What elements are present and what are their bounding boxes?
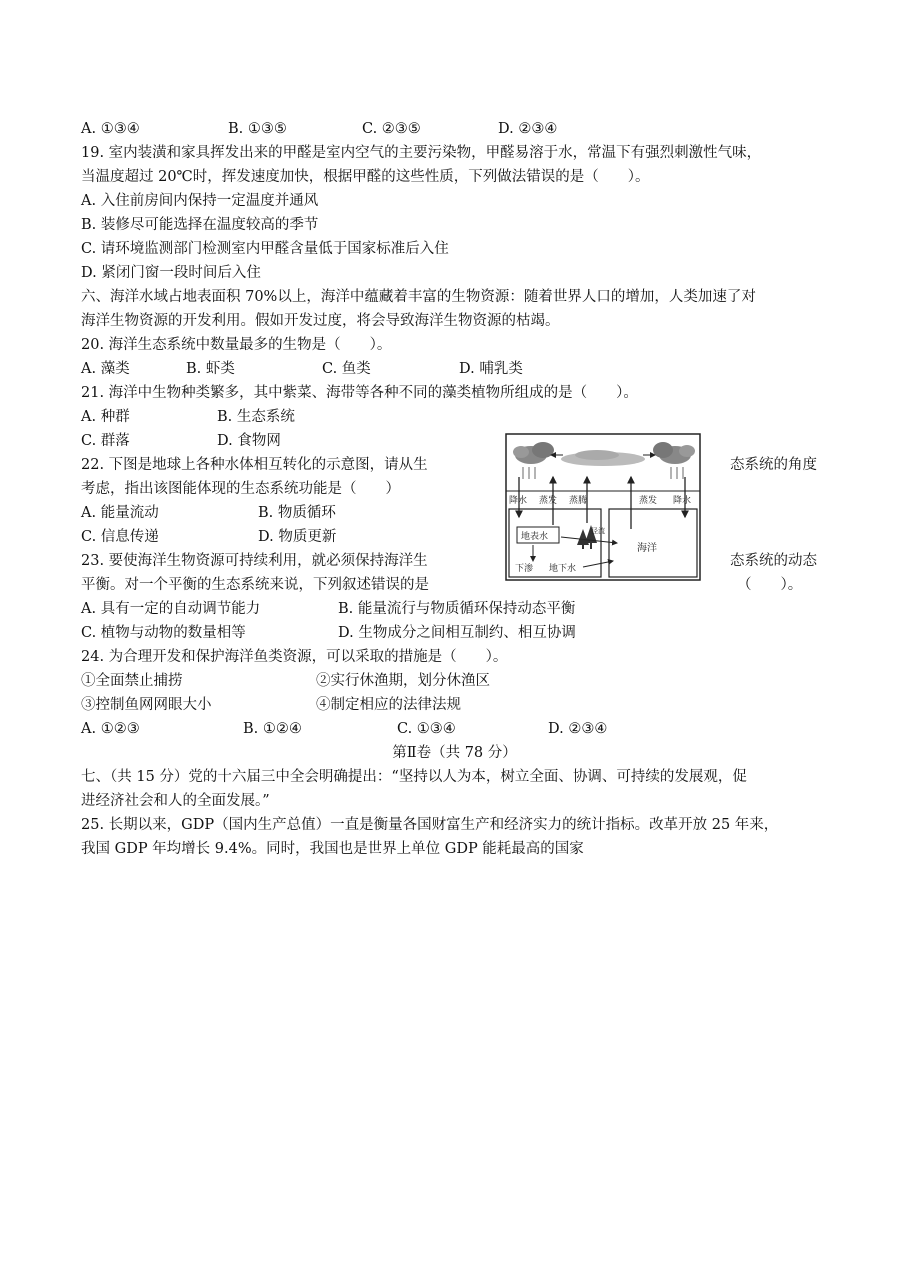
q20-option-a: A. 藻类 bbox=[81, 361, 130, 377]
q21-option-a: A. 种群 bbox=[81, 409, 130, 425]
q22-line1-left: 22. 下图是地球上各种水体相互转化的示意图，请从生 bbox=[81, 457, 428, 473]
q19-stem-line1: 19. 室内装潢和家具挥发出来的甲醛是室内空气的主要污染物，甲醛易溶于水，常温下有强烈刺激性气味， bbox=[81, 145, 762, 161]
q18-option-a: A. ①③④ bbox=[81, 121, 140, 137]
q19-option-c: C. 请环境监测部门检测室内甲醛含量低于国家标准后入住 bbox=[81, 241, 449, 257]
q23-line1-left: 23. 要使海洋生物资源可持续利用，就必须保持海洋生 bbox=[81, 553, 428, 569]
q18-option-c: C. ②③⑤ bbox=[362, 121, 421, 137]
label-evap-right: 蒸发 bbox=[639, 496, 658, 506]
q19-option-a: A. 入住前房间内保持一定温度并通风 bbox=[81, 193, 319, 209]
q24-option-a: A. ①②③ bbox=[81, 721, 140, 737]
q20-stem: 20. 海洋生态系统中数量最多的生物是（ ）。 bbox=[81, 337, 392, 353]
q20-option-d: D. 哺乳类 bbox=[459, 361, 523, 377]
q19-option-d: D. 紧闭门窗一段时间后入住 bbox=[81, 265, 261, 281]
q23-option-a: A. 具有一定的自动调节能力 bbox=[81, 601, 261, 617]
q22-option-c: C. 信息传递 bbox=[81, 529, 159, 545]
label-groundwater: 地下水 bbox=[549, 564, 577, 574]
q24-item-2: ②实行休渔期，划分休渔区 bbox=[316, 673, 490, 689]
q25-line2: 我国 GDP 年均增长 9.4%。同时，我国也是世界上单位 GDP 能耗最高的国家 bbox=[81, 841, 584, 857]
q23-option-c: C. 植物与动物的数量相等 bbox=[81, 625, 246, 641]
q23-option-d: D. 生物成分之间相互制约、相互协调 bbox=[338, 625, 576, 641]
q24-option-d: D. ②③④ bbox=[548, 721, 608, 737]
label-ocean: 海洋 bbox=[637, 543, 657, 554]
q19-option-b: B. 装修尽可能选择在温度较高的季节 bbox=[81, 217, 319, 233]
label-transp: 蒸腾 bbox=[569, 496, 588, 506]
part2-title: 第Ⅱ卷（共 78 分） bbox=[392, 745, 517, 761]
q23-line1-right: 态系统的动态 bbox=[730, 553, 817, 569]
q22-option-a: A. 能量流动 bbox=[81, 505, 159, 521]
q22-option-d: D. 物质更新 bbox=[258, 529, 337, 545]
label-rain-left: 降水 bbox=[509, 496, 528, 506]
water-cycle-diagram bbox=[505, 433, 701, 581]
q24-item-1: ①全面禁止捕捞 bbox=[81, 673, 183, 689]
section6-line1: 六、海洋水域占地表面积 70%以上，海洋中蕴藏着丰富的生物资源：随着世界人口的增加，人类加速了对 bbox=[81, 289, 756, 305]
q21-option-c: C. 群落 bbox=[81, 433, 130, 449]
q21-option-d: D. 食物网 bbox=[217, 433, 281, 449]
q24-option-b: B. ①②④ bbox=[243, 721, 302, 737]
q25-line1: 25. 长期以来，GDP（国内生产总值）一直是衡量各国财富生产和经济实力的统计指标。改革开放 25 年来， bbox=[81, 817, 779, 833]
label-rain-right: 降水 bbox=[673, 496, 692, 506]
section7-line2: 进经济社会和人的全面发展。” bbox=[81, 793, 270, 809]
q21-stem: 21. 海洋中生物种类繁多，其中紫菜、海带等各种不同的藻类植物所组成的是（ ）。 bbox=[81, 385, 638, 401]
label-runoff: 径流 bbox=[591, 527, 605, 535]
section6-line2: 海洋生物资源的开发利用。假如开发过度，将会导致海洋生物资源的枯竭。 bbox=[81, 313, 560, 329]
q20-option-c: C. 鱼类 bbox=[322, 361, 371, 377]
q23-line2-left: 平衡。对一个平衡的生态系统来说，下列叙述错误的是 bbox=[81, 577, 429, 593]
label-infiltration: 下渗 bbox=[515, 564, 534, 574]
q23-option-b: B. 能量流行与物质循环保持动态平衡 bbox=[338, 601, 576, 617]
q23-line2-right: （ ）。 bbox=[737, 577, 803, 593]
q22-option-b: B. 物质循环 bbox=[258, 505, 336, 521]
section7-line1: 七、（共 15 分）党的十六届三中全会明确提出：“坚持以人为本，树立全面、协调、可持续的发展观，促 bbox=[81, 769, 747, 785]
q22-line2: 考虑，指出该图能体现的生态系统功能是（ ） bbox=[81, 481, 400, 497]
label-surface-water: 地表水 bbox=[521, 532, 549, 542]
q24-item-3: ③控制鱼网网眼大小 bbox=[81, 697, 212, 713]
q24-option-c: C. ①③④ bbox=[397, 721, 456, 737]
q18-option-d: D. ②③④ bbox=[498, 121, 558, 137]
q20-option-b: B. 虾类 bbox=[186, 361, 235, 377]
q24-stem: 24. 为合理开发和保护海洋鱼类资源，可以采取的措施是（ ）。 bbox=[81, 649, 508, 665]
q19-stem-line2: 当温度超过 20℃时，挥发速度加快，根据甲醛的这些性质，下列做法错误的是（ ）。 bbox=[81, 169, 650, 185]
label-evap-left: 蒸发 bbox=[539, 496, 558, 506]
q22-line1-right: 态系统的角度 bbox=[730, 457, 817, 473]
q21-option-b: B. 生态系统 bbox=[217, 409, 295, 425]
q18-option-b: B. ①③⑤ bbox=[228, 121, 287, 137]
q24-item-4: ④制定相应的法律法规 bbox=[316, 697, 461, 713]
